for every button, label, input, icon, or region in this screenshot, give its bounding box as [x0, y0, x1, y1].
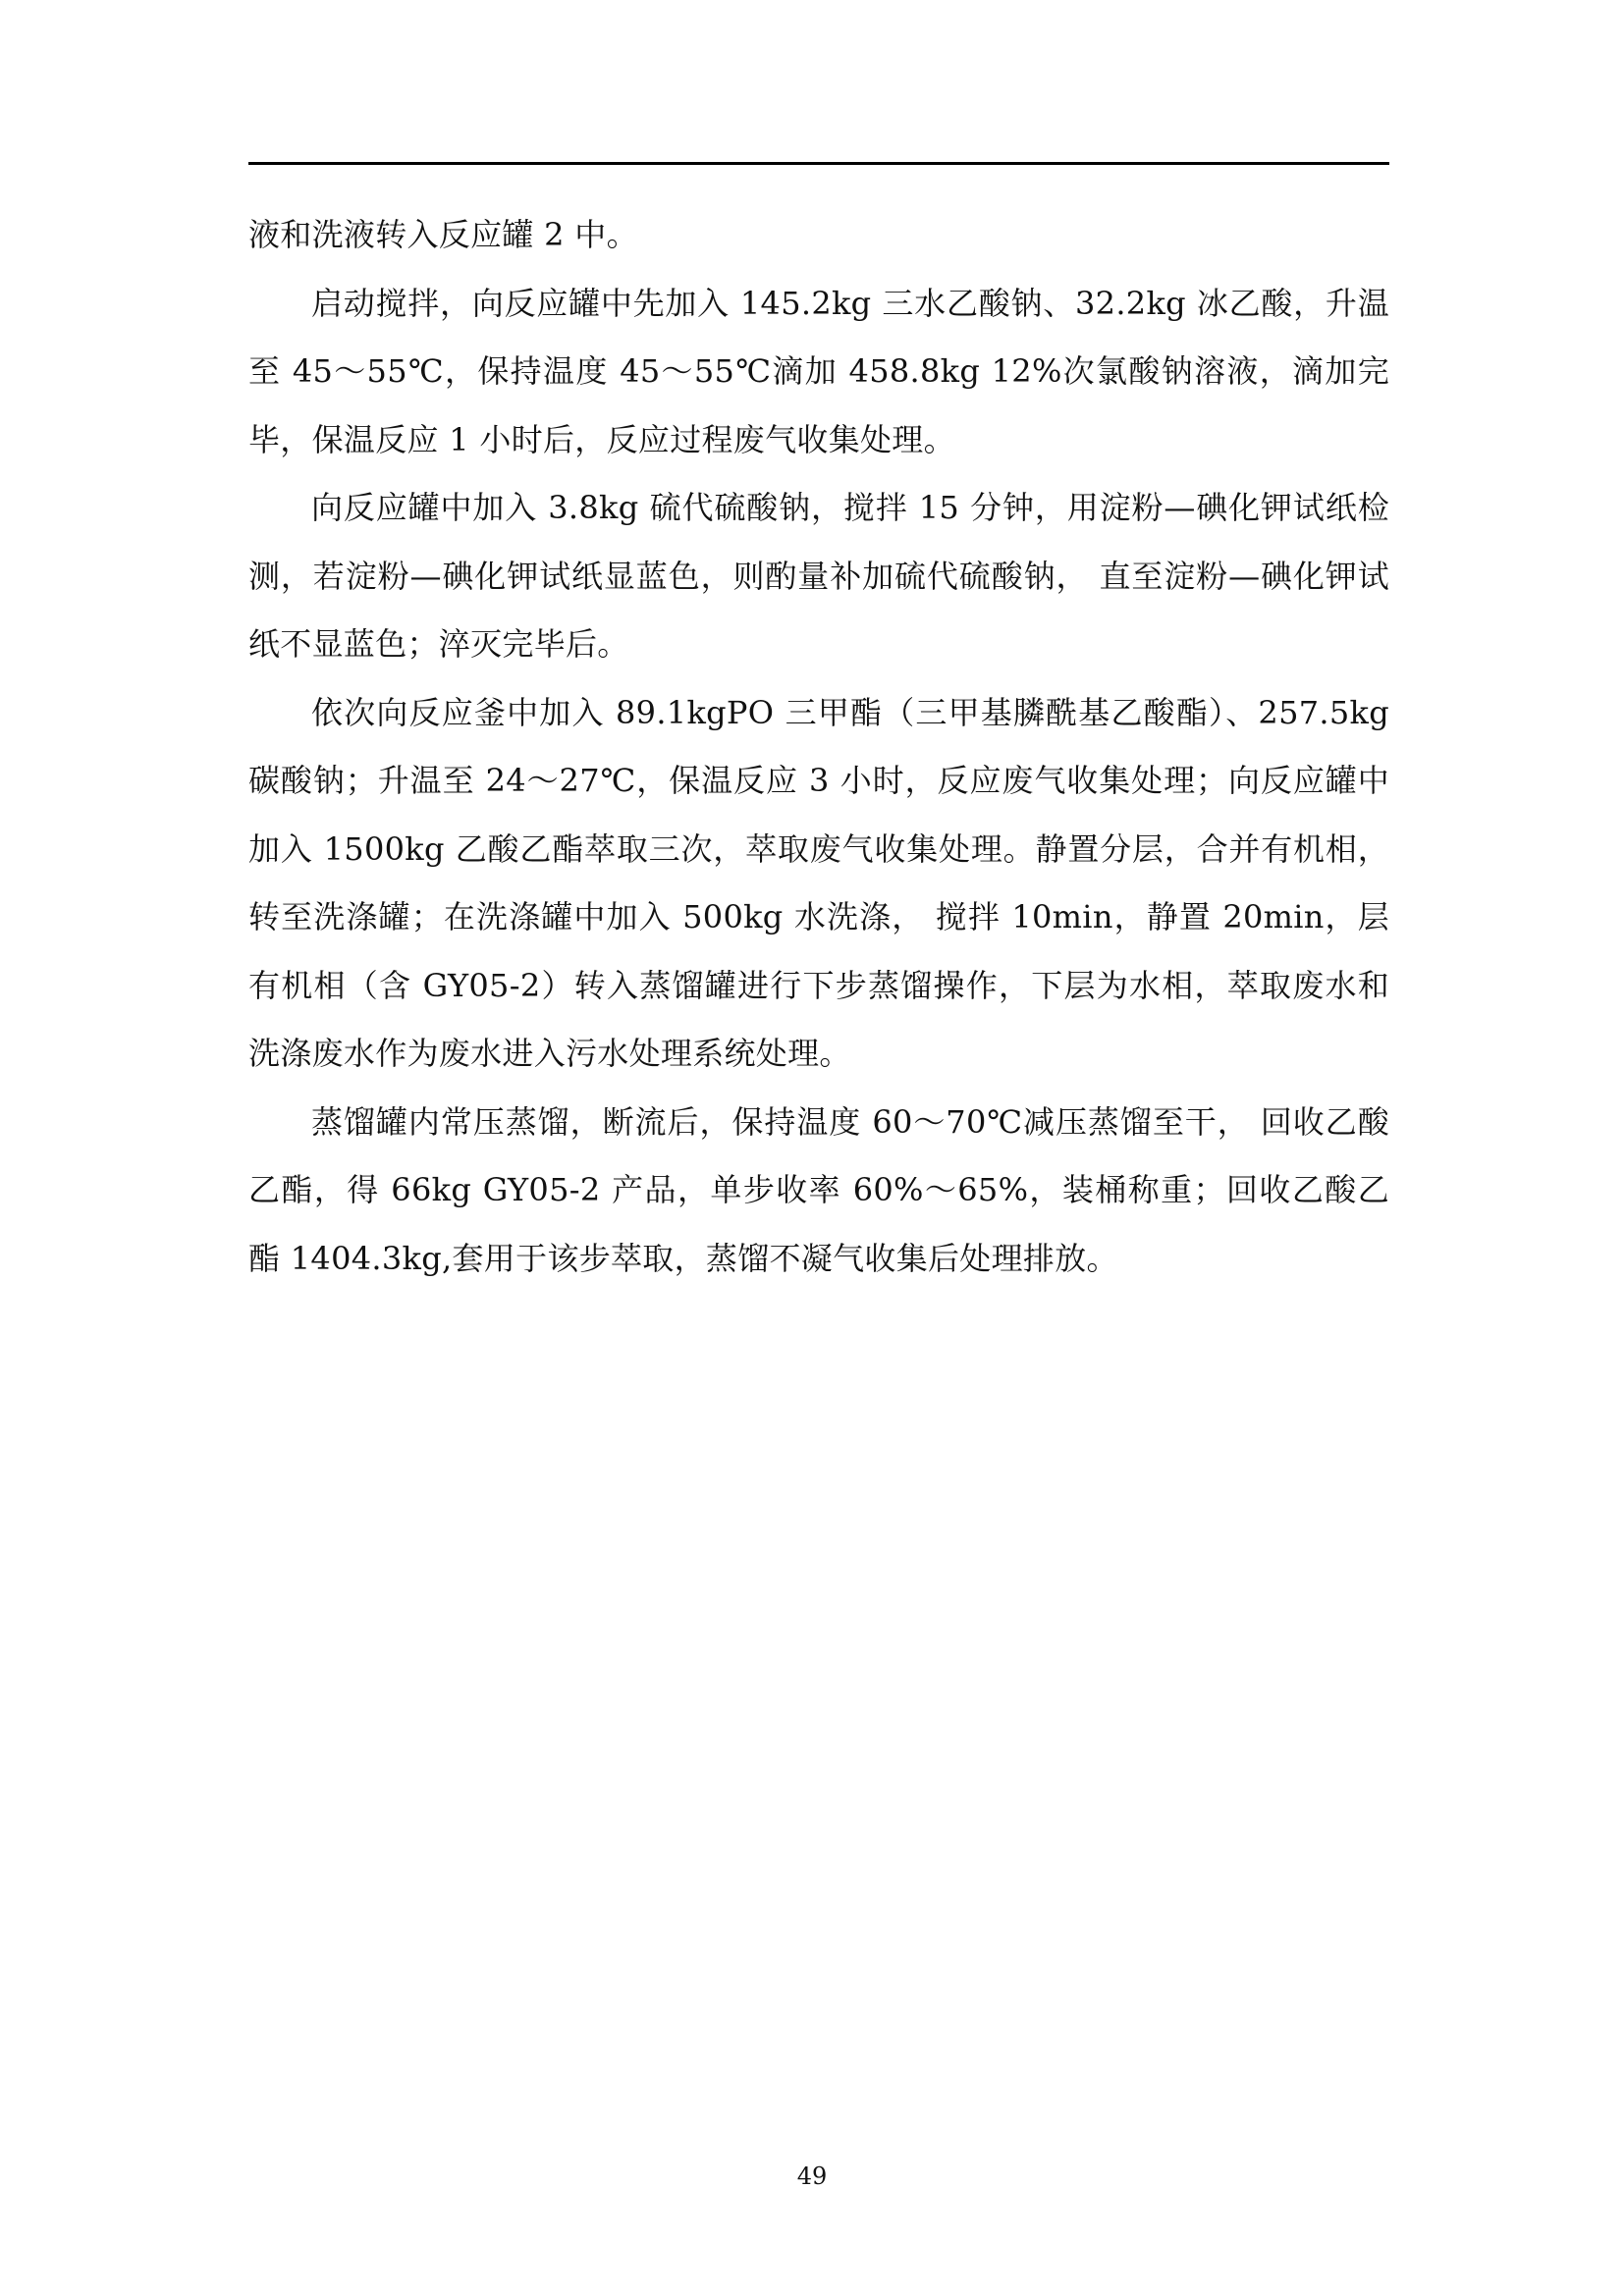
page-body	[248, 201, 1389, 1293]
paragraph-quenching: 向反应罐中加入 3.8kg 硫代硫酸钠，搅拌 15 分钟，用淀粉—碘化钾试纸检测，若淀粉—碘化钾试纸显蓝色，则酌量补加硫代硫酸钠， 直至淀粉—碘化钾试纸不显蓝色；淬灭完毕后。	[248, 489, 1389, 663]
paragraph-reaction-extraction: 依次向反应釜中加入 89.1kgPO 三甲酯（三甲基膦酰基乙酸酯）、257.5kg 碳酸钠；升温至 24～27℃，保温反应 3 小时，反应废气收集处理；向反应罐中加入 1500kg 乙酸乙酯萃取三次，萃取废气收集处理。静置分层，合并有机相，转至洗涤罐；在洗涤罐中加入 500kg 水洗涤， 搅拌 10min，静置 20min，层有机相（含 GY05-2）转入蒸馏罐进行下步蒸馏操作，下层为水相，萃取废水和洗涤废水作为废水进入污水处理系统处理。	[248, 693, 1389, 1072]
header-rule	[248, 162, 1389, 165]
paragraph-stirring-oxidation: 启动搅拌，向反应罐中先加入 145.2kg 三水乙酸钠、32.2kg 冰乙酸，升温至 45～55℃，保持温度 45～55℃滴加 458.8kg 12%次氯酸钠溶液，滴加完毕，保温反应 1 小时后，反应过程废气收集处理。	[248, 284, 1389, 458]
paragraph-distillation: 蒸馏罐内常压蒸馏，断流后，保持温度 60～70℃减压蒸馏至干， 回收乙酸乙酯，得 66kg GY05-2 产品，单步收率 60%～65%，装桶称重；回收乙酸乙酯 1404.3kg,套用于该步萃取，蒸馏不凝气收集后处理排放。	[248, 1102, 1389, 1277]
page-number: 49	[796, 2163, 828, 2190]
paragraph-continuation: 液和洗液转入反应罐 2 中。	[248, 216, 638, 253]
